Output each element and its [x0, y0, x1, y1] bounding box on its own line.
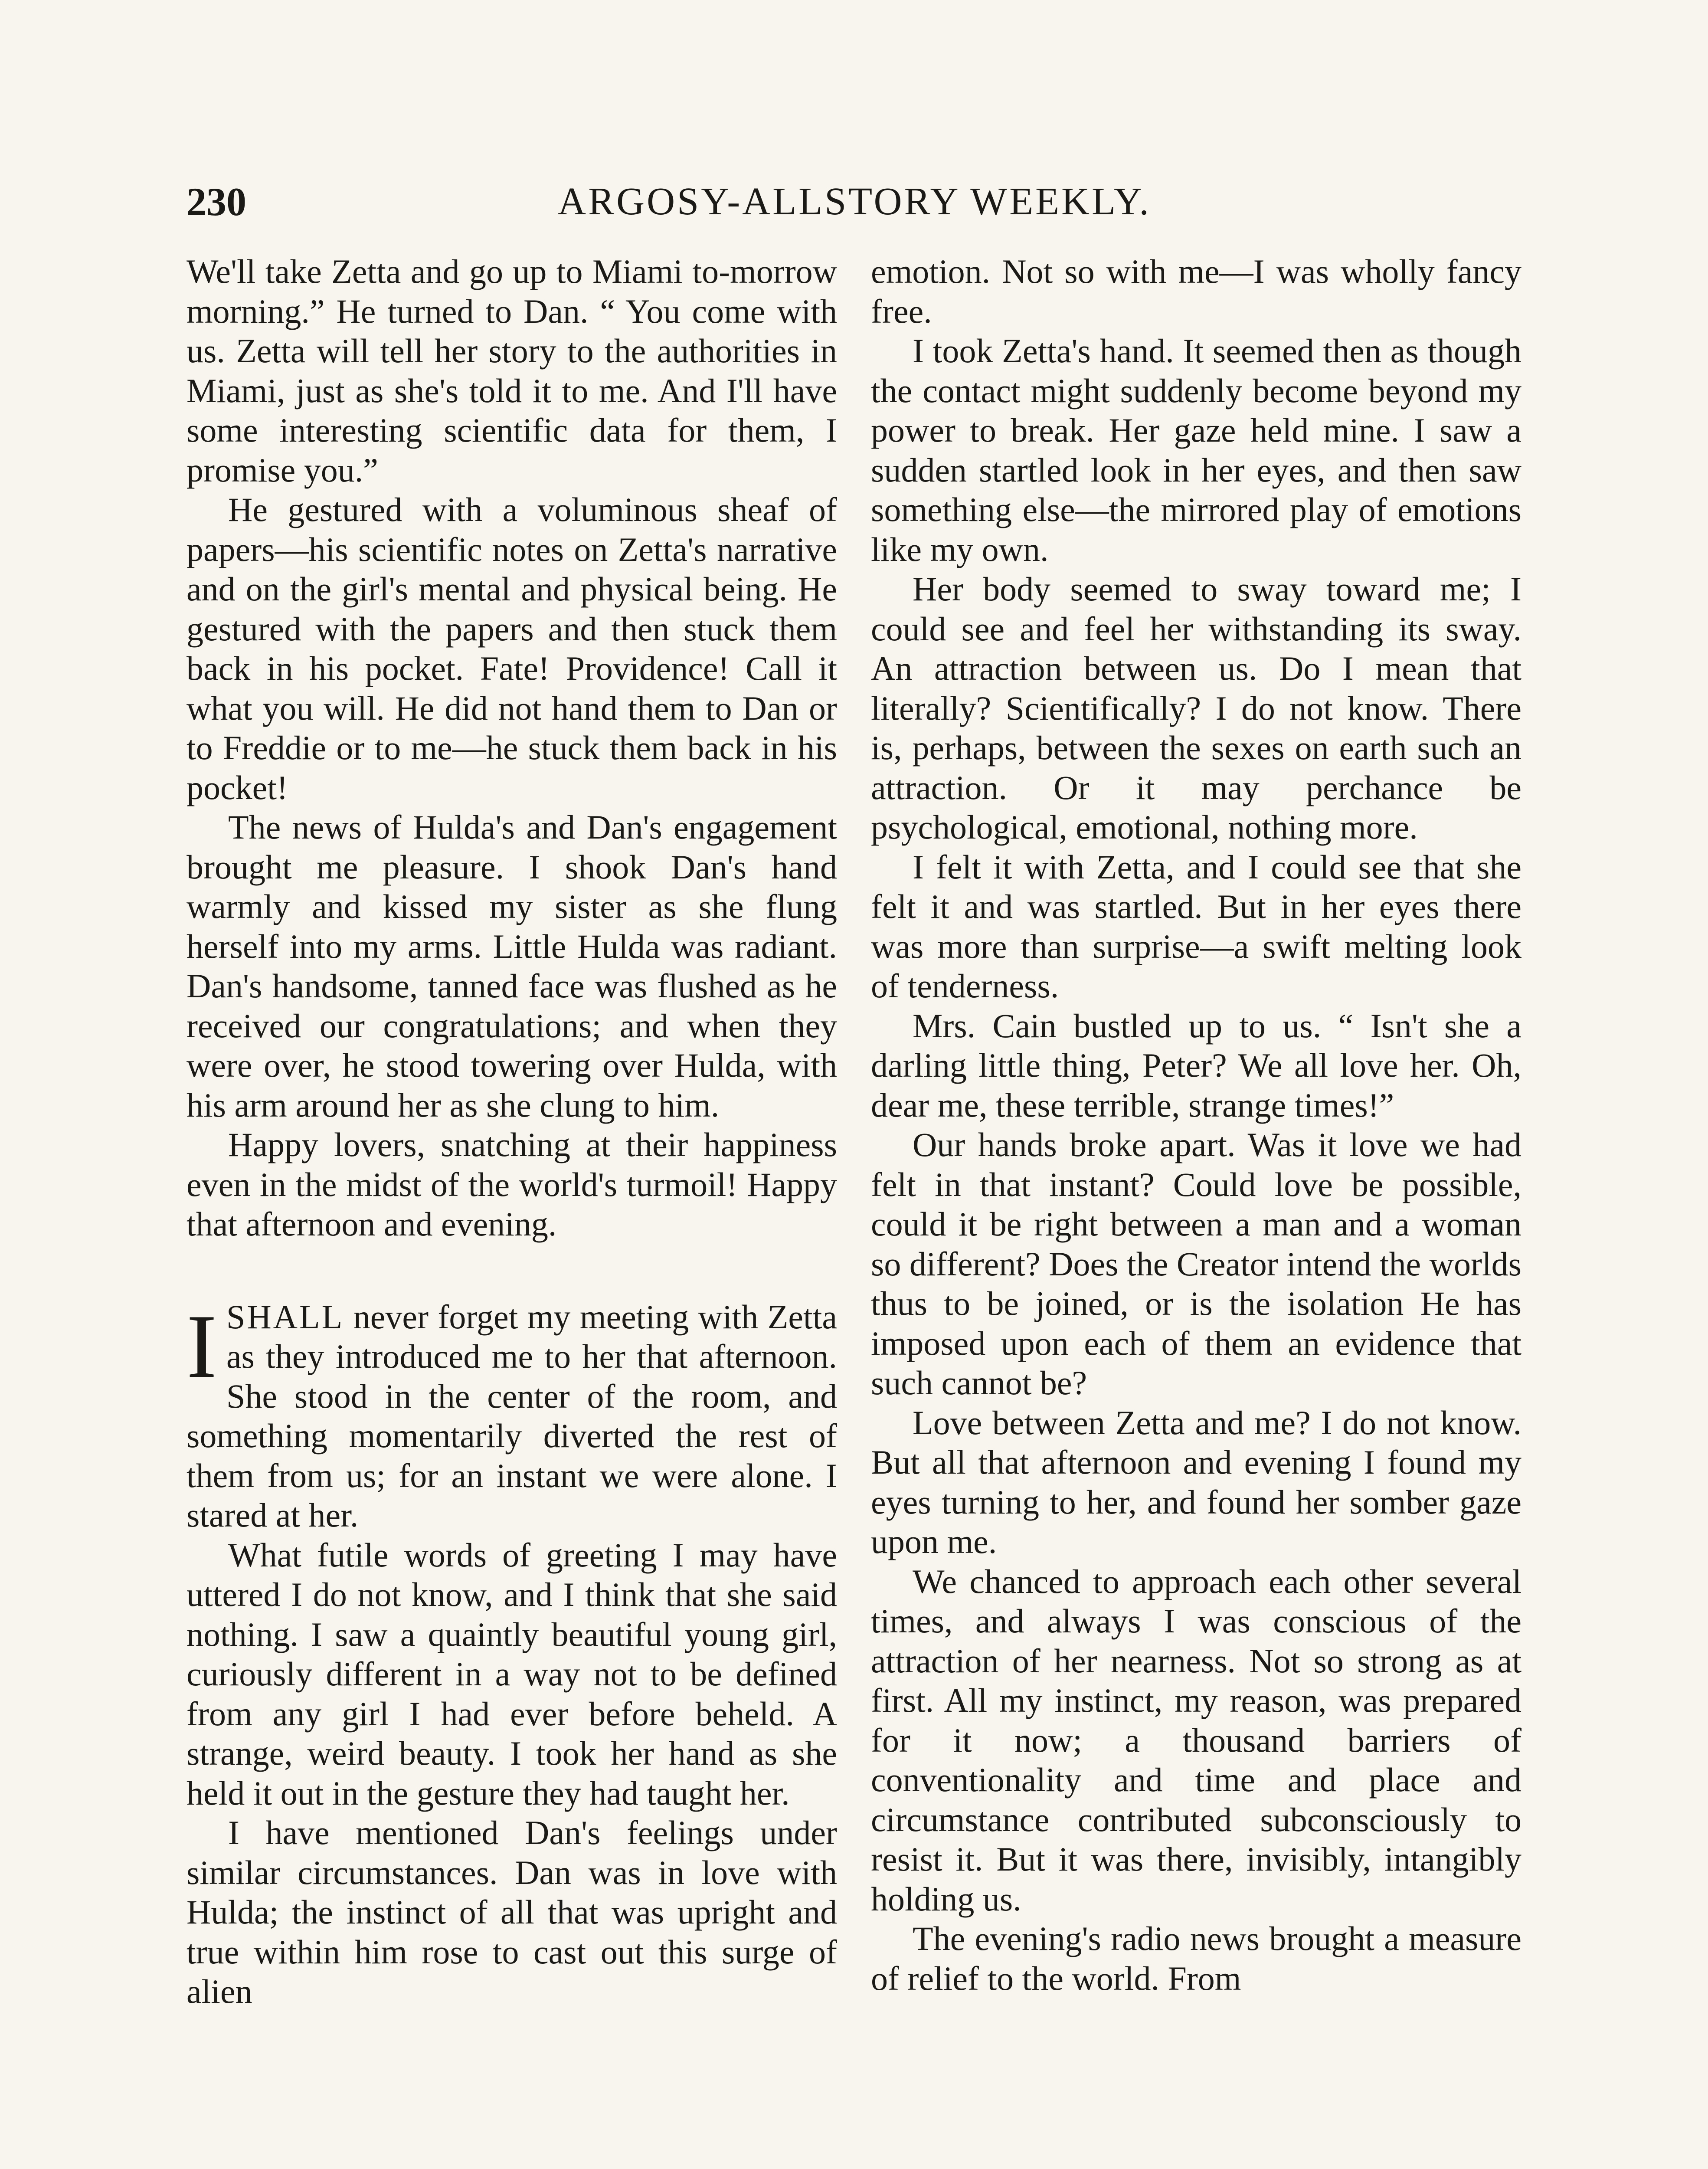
paragraph-text: never forget my meeting with Zetta as they introduced me to her that afternoon. She stood in the center of the room, and something momentarily diverted the rest of them from us; for an instant we were alone. I stared at her. [187, 1297, 837, 1534]
right-column [871, 252, 1521, 1998]
paragraph: I felt it with Zetta, and I could see that she felt it and was startled. But in her eyes there was more than surprise—a swift melting look of tenderness. [871, 848, 1521, 1005]
page-header [187, 178, 1522, 230]
paragraph: Her body seemed to sway toward me; I could see and feel her withstanding its sway. An attraction between us. Do I mean that literally? Scientifically? I do not know. There is, perhaps, between the sexes on earth such an attraction. Or it may perchance be psychological, emotional, nothing more. [871, 570, 1521, 846]
page-number: 230 [187, 180, 246, 224]
running-title: ARGOSY-ALLSTORY WEEKLY. [558, 180, 1151, 223]
paragraph: Love between Zetta and me? I do not know. But all that afternoon and evening I found my eyes turning to her, and found her somber gaze upon me. [871, 1403, 1521, 1560]
section-opening-paragraph [187, 1297, 837, 1535]
paragraph: Our hands broke apart. Was it love we had felt in that instant? Could love be possible, could it be right between a man and a woman so different? Does the Creator intend the worlds thus to be joined, or is the isolation He has imposed upon each of them an evidence that such cannot be? [871, 1126, 1521, 1402]
paragraph: I have mentioned Dan's feelings under similar circumstances. Dan was in love with Hulda; the instinct of all that was upright and true within him rose to cast out this surge of alien [187, 1814, 837, 2010]
paragraph: Mrs. Cain bustled up to us. “ Isn't she a darling little thing, Peter? We all love her. Oh, dear me, these terrible, strange times!” [871, 1006, 1521, 1124]
drop-cap: I [187, 1296, 217, 1397]
paragraph: We'll take Zetta and go up to Miami to-morrow morning.” He turned to Dan. “ You come with us. Zetta will tell her story to the authorities in Miami, just as she's told it to me. And I'll have some interesting scientific data for them, I promise you.” [187, 252, 837, 489]
paragraph: He gestured with a voluminous sheaf of papers—his scientific notes on Zetta's narrative and on the girl's mental and physical being. He gestured with the papers and then stuck them back in his pocket. Fate! Providence! Call it what you will. He did not hand them to Dan or to Freddie or to me—he stuck them back in his pocket! [187, 491, 837, 806]
paragraph: The evening's radio news brought a measure of relief to the world. From [871, 1920, 1521, 1997]
paragraph: The news of Hulda's and Dan's engagement brought me pleasure. I shook Dan's hand warmly and kissed my sister as she flung herself into my arms. Little Hulda was radiant. Dan's handsome, tanned face was flushed as he received our congratulations; and when they were over, he stood towering over Hulda, with his arm around her as she clung to him. [187, 808, 837, 1124]
paragraph: What futile words of greeting I may have uttered I do not know, and I think that she said nothing. I saw a quaintly beautiful young girl, curiously different in a way not to be defined from any girl I had ever before beheld. A strange, weird beauty. I took her hand as she held it out in the gesture they had taught her. [187, 1536, 837, 1812]
paragraph: Happy lovers, snatching at their happiness even in the midst of the world's turmoil! Happy that afternoon and evening. [187, 1126, 837, 1243]
paragraph: I took Zetta's hand. It seemed then as though the contact might suddenly become beyond my power to break. Her gaze held mine. I saw a sudden startled look in her eyes, and then saw something else—the mirrored play of emotions like my own. [871, 332, 1521, 568]
lead-word: SHALL [226, 1297, 344, 1336]
section-break [187, 1244, 837, 1297]
left-column [187, 252, 837, 2012]
paragraph: We chanced to approach each other several times, and always I was conscious of the attraction of her nearness. Not so strong as at first. All my instinct, my reason, was prepared for it now; a thousand barriers of conventionality and time and place and circumstance contributed subconsciously to resist it. But it was there, invisibly, intangibly holding us. [871, 1562, 1521, 1918]
paragraph: emotion. Not so with me—I was wholly fancy free. [871, 252, 1521, 330]
